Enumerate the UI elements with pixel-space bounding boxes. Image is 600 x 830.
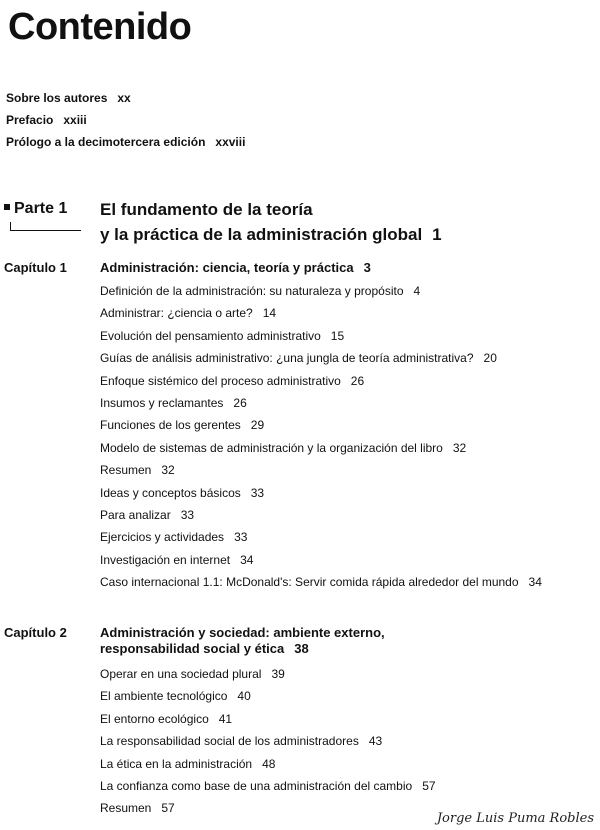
toc-entry-text: Ejercicios y actividades	[100, 530, 225, 544]
page-title: Contenido	[8, 6, 192, 48]
toc-entry-page: 29	[250, 418, 265, 432]
toc-entry-page: 40	[237, 689, 251, 703]
toc-entry[interactable]	[100, 667, 285, 681]
toc-entry-page: 41	[218, 712, 233, 726]
toc-entry[interactable]	[100, 486, 264, 500]
toc-entry-text: Modelo de sistemas de administración y la organización del libro	[100, 441, 443, 455]
part-title-text: y la práctica de la administración global	[100, 225, 423, 244]
toc-entry[interactable]	[100, 757, 275, 771]
part-label: Parte 1	[14, 200, 68, 217]
toc-entry-text: El ambiente tecnológico	[100, 689, 228, 703]
toc-entry-page: 57	[422, 779, 436, 793]
toc-entry-text: Resumen	[100, 463, 152, 477]
chapter-title-text: Administración: ciencia, teoría y práctica	[100, 260, 354, 275]
chapter-label: Capítulo 2	[4, 625, 67, 640]
toc-front-label: Prólogo a la decimotercera edición	[6, 135, 206, 149]
toc-entry[interactable]	[100, 329, 344, 343]
toc-entry-page: 33	[234, 530, 248, 544]
toc-entry-page: 15	[330, 329, 345, 343]
toc-entry[interactable]	[100, 779, 436, 793]
toc-entry-page: 48	[262, 757, 276, 771]
part-title-line2[interactable]	[100, 225, 442, 245]
toc-entry-page: 33	[180, 508, 195, 522]
toc-entry-text: Resumen	[100, 801, 152, 815]
toc-entry-page: 39	[271, 667, 285, 681]
toc-entry-page: 34	[528, 575, 542, 589]
toc-entry-text: Enfoque sistémico del proceso administrativo	[100, 374, 341, 388]
chapter-page: 38	[294, 641, 309, 656]
toc-front-label: Sobre los autores	[6, 91, 108, 105]
toc-front-page: xxviii	[215, 135, 246, 149]
toc-entry-text: Guías de análisis administrativo: ¿una jungla de teoría administrativa?	[100, 351, 474, 365]
toc-entry[interactable]	[100, 463, 175, 477]
toc-entry[interactable]	[100, 284, 420, 298]
toc-entry-text: La ética en la administración	[100, 757, 253, 771]
toc-entry-page: 4	[413, 284, 421, 298]
toc-entry[interactable]	[100, 712, 232, 726]
toc-entry[interactable]	[100, 553, 253, 567]
chapter-title-line2[interactable]	[100, 641, 309, 656]
toc-entry-text: Caso internacional 1.1: McDonald's: Servir comida rápida alrededor del mundo	[100, 575, 519, 589]
toc-entry-page: 32	[452, 441, 467, 455]
toc-entry[interactable]	[100, 441, 466, 455]
toc-entry-page: 26	[350, 374, 365, 388]
toc-entry-page: 33	[250, 486, 265, 500]
toc-entry-page: 32	[161, 463, 175, 477]
toc-entry[interactable]	[100, 689, 251, 703]
toc-entry-text: Definición de la administración: su naturaleza y propósito	[100, 284, 404, 298]
toc-entry[interactable]	[100, 396, 247, 410]
toc-entry-text: Funciones de los gerentes	[100, 418, 241, 432]
chapter-title[interactable]	[100, 260, 371, 275]
toc-entry-page: 34	[240, 553, 254, 567]
part-marker-icon	[4, 204, 10, 210]
toc-entry[interactable]	[100, 351, 497, 365]
toc-entry-text: La confianza como base de una administración del cambio	[100, 779, 413, 793]
toc-entry[interactable]	[100, 374, 364, 388]
chapter-page: 3	[363, 260, 371, 275]
toc-entry[interactable]	[100, 508, 194, 522]
toc-entry[interactable]	[100, 801, 175, 815]
signature: Jorge Luis Puma Robles	[436, 811, 594, 826]
toc-front-item[interactable]	[6, 113, 87, 127]
toc-front-label: Prefacio	[6, 113, 54, 127]
toc-entry[interactable]	[100, 734, 382, 748]
toc-entry[interactable]	[100, 530, 247, 544]
chapter-title-text: responsabilidad social y ética	[100, 641, 285, 656]
toc-entry-text: Operar en una sociedad plural	[100, 667, 262, 681]
toc-entry-page: 20	[483, 351, 497, 365]
part-bracket	[10, 222, 81, 231]
toc-entry[interactable]	[100, 575, 542, 589]
toc-entry-page: 43	[368, 734, 383, 748]
toc-entry[interactable]	[100, 306, 276, 320]
toc-entry-text: Insumos y reclamantes	[100, 396, 224, 410]
toc-entry-text: Administrar: ¿ciencia o arte?	[100, 306, 253, 320]
toc-front-page: xxiii	[63, 113, 87, 127]
toc-entry-page: 14	[262, 306, 277, 320]
part-page: 1	[432, 225, 442, 244]
toc-entry-text: Evolución del pensamiento administrativo	[100, 329, 321, 343]
toc-front-page: xx	[117, 91, 131, 105]
toc-entry[interactable]	[100, 418, 264, 432]
toc-entry-page: 57	[161, 801, 175, 815]
toc-front-item[interactable]	[6, 91, 131, 105]
chapter-title-line1[interactable]: Administración y sociedad: ambiente externo,	[100, 625, 385, 640]
toc-front-item[interactable]	[6, 135, 245, 149]
part-title-line1[interactable]: El fundamento de la teoría	[100, 200, 313, 219]
toc-entry-text: Para analizar	[100, 508, 171, 522]
toc-entry-text: Investigación en internet	[100, 553, 231, 567]
toc-entry-text: Ideas y conceptos básicos	[100, 486, 241, 500]
chapter-label: Capítulo 1	[4, 260, 67, 275]
toc-entry-text: El entorno ecológico	[100, 712, 209, 726]
toc-entry-text: La responsabilidad social de los administradores	[100, 734, 359, 748]
toc-entry-page: 26	[233, 396, 247, 410]
